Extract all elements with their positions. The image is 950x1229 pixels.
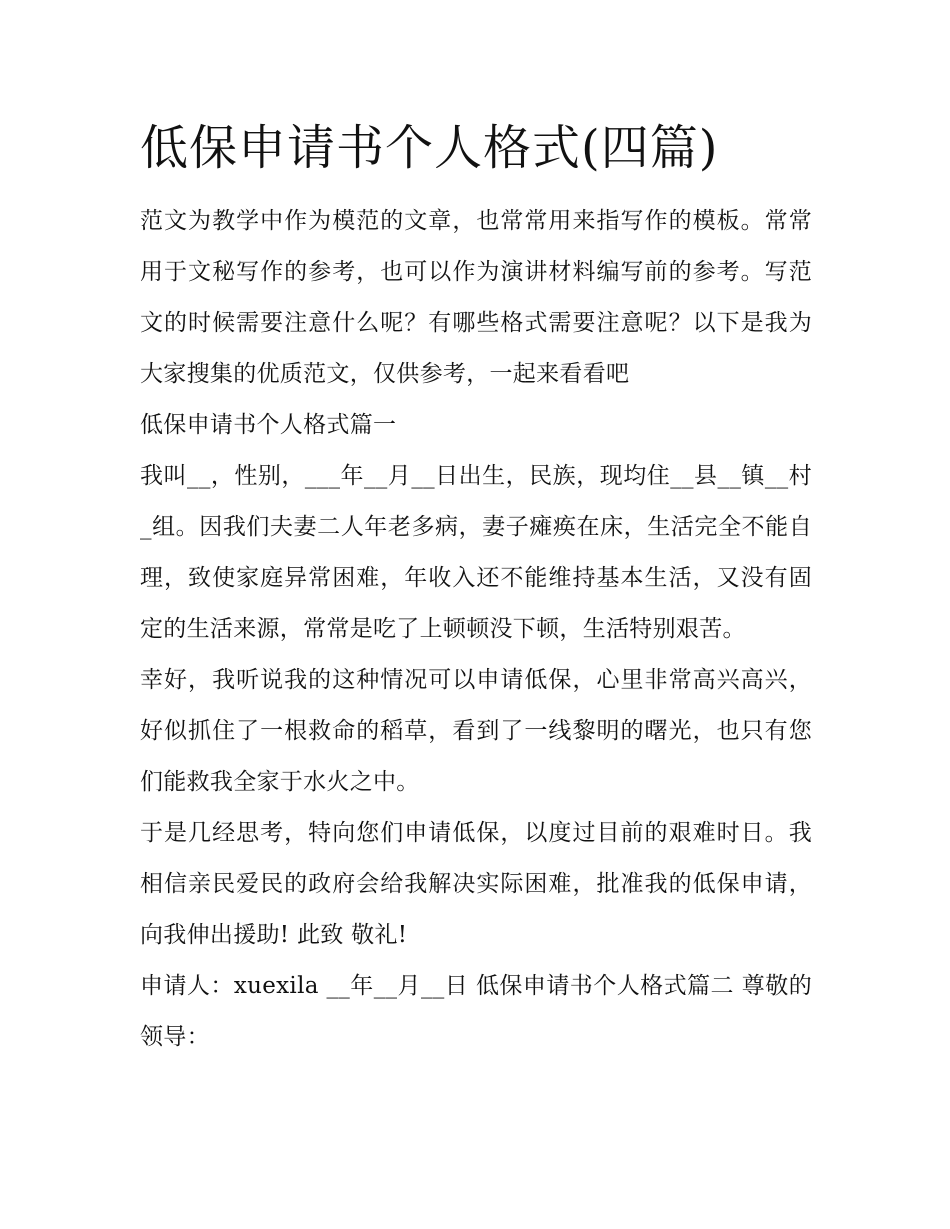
signature-paragraph: 申请人：xuexila __年__月__日 低保申请书个人格式篇二 尊敬的领导： bbox=[140, 973, 812, 1050]
document-title: 低保申请书个人格式(四篇) bbox=[140, 120, 719, 176]
body-paragraph-2: 幸好，我听说我的这种情况可以申请低保，心里非常高兴高兴，好似抓住了一根救命的稻草，看到了一线黎明的曙光，也只有您们能救我全家于水火之中。 bbox=[140, 667, 812, 795]
intro-paragraph: 范文为教学中作为模范的文章，也常常用来指写作的模板。常常用于文秘写作的参考，也可以作为演讲材料编写前的参考。写范文的时候需要注意什么呢？有哪些格式需要注意呢？以下是我为大家搜集的优质范文，仅供参考，一起来看看吧 bbox=[140, 208, 812, 387]
section-heading-1: 低保申请书个人格式篇一 bbox=[140, 412, 397, 438]
body-paragraph-1: 我叫__，性别，___年__月__日出生，民族，现均住__县__镇__村_组。因我们夫妻二人年老多病，妻子瘫痪在床，生活完全不能自理，致使家庭异常困难，年收入还不能维持基本生活，又没有固定的生活来源，常常是吃了上顿顿没下顿，生活特别艰苦。 bbox=[140, 463, 812, 642]
document-body bbox=[140, 112, 812, 1063]
body-paragraph-3: 于是几经思考，特向您们申请低保，以度过目前的艰难时日。我相信亲民爱民的政府会给我解决实际困难，批准我的低保申请，向我伸出援助! 此致 敬礼! bbox=[140, 820, 812, 948]
